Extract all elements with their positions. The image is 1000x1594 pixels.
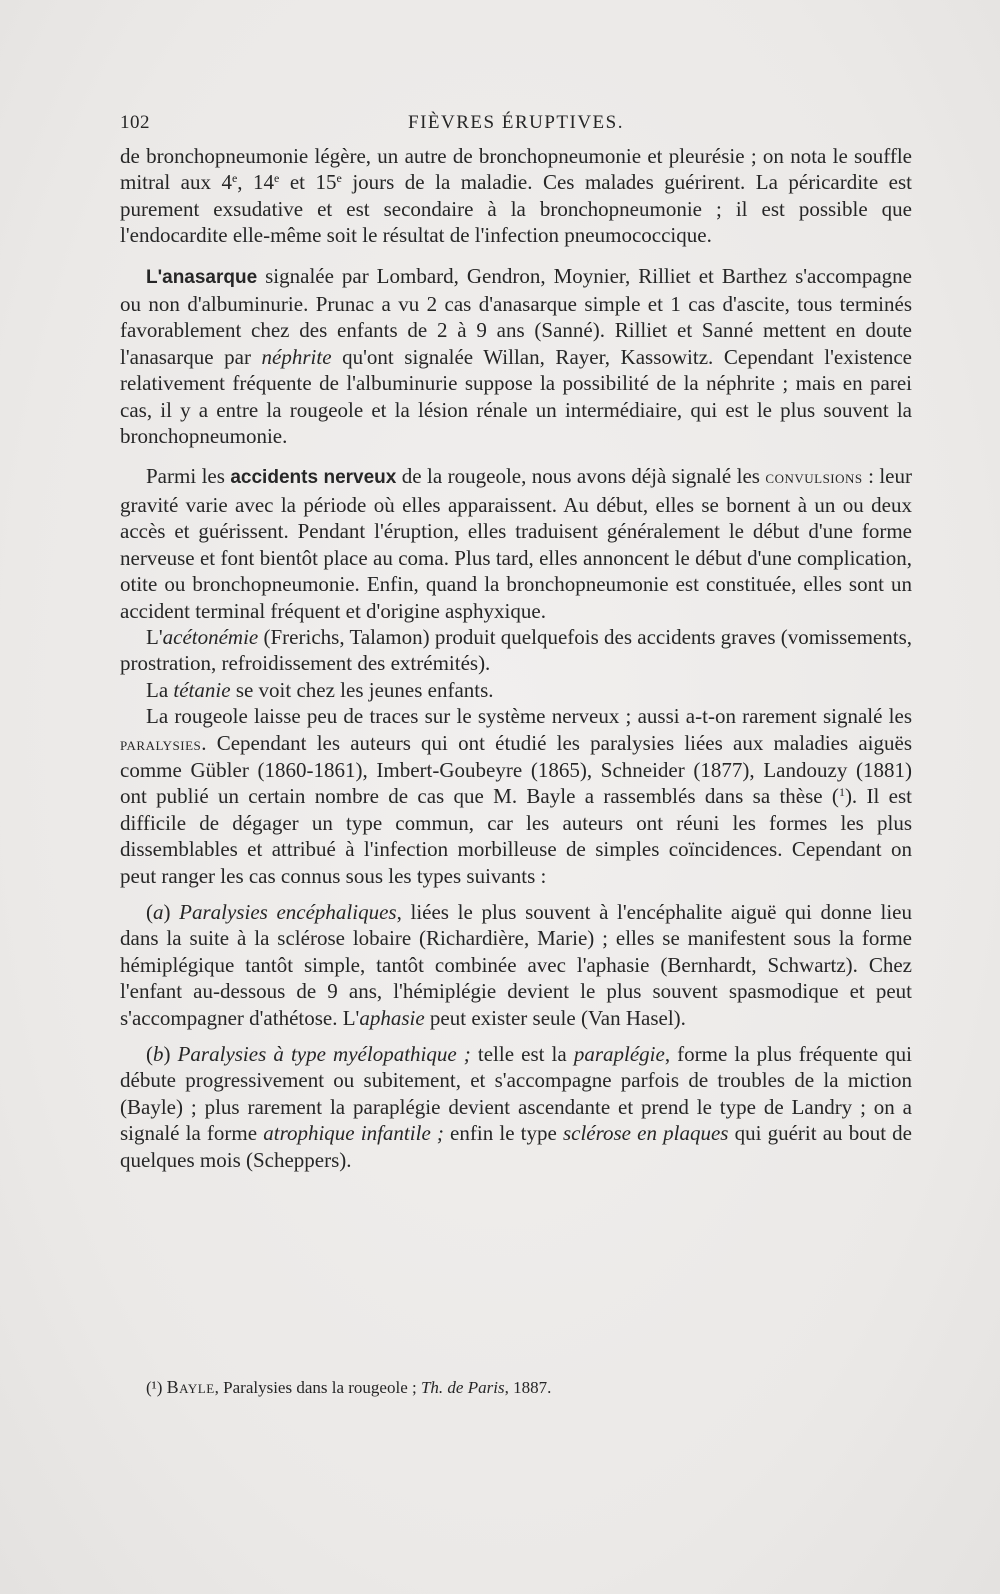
paragraph-pericarditis: de bronchopneumonie légère, un autre de bronchopneumonie et pleurésie ; on nota le souffle mitral aux 4e, 14e et 15e jours de la maladie. Ces malades guérirent. La péricardite est purement exsudative et est secondaire à la bronchopneumonie ; il est possible que l'endocardite elle-même soit le résultat de l'infection pneumococcique. (120, 144, 913, 248)
footnote-author: Bayle (166, 1377, 215, 1397)
running-title: FIÈVRES ÉRUPTIVES. (408, 112, 624, 133)
footnote-reference: 1 (838, 785, 845, 800)
paragraph-tetanie: La tétanie se voit chez les jeunes enfants. (146, 677, 494, 702)
section-heading-anasarque: L'anasarque (146, 266, 258, 288)
section-heading-accidents-nerveux: accidents nerveux (230, 467, 397, 489)
paragraph-paralysies: La rougeole laisse peu de traces sur le système nerveux ; aussi a-t-on rarement signalé les paralysies. Cependant les auteurs qui ont étudié les paralysies liées aux maladies aiguës comme Gübler (1860-1861), Imbert-Goubeyre (1865), Schneider (1877), Landouzy (1881) ont publié un certain nombre de cas que M. Bayle a rassemblés dans sa thèse ($^1$). Il est difficile de dégager un type commun, car les auteurs ont réuni les formes les plus dissemblables et attribué à l'infection morbilleuse de simples coïncidences. Cependant on peut ranger les cas connus sous les types suivants : (120, 704, 912, 888)
footnote-marker: (¹) (146, 1378, 163, 1397)
paragraph-acetonemie: L'acétonémie (Frerichs, Talamon) produit quelquefois des accidents graves (vomissements, prostration, refroidissement des extrémités). (120, 624, 912, 676)
paragraph-paralysies-myelopathiques: (b) Paralysies à type myélopathique ; telle est la paraplégie, forme la plus fréquente qui débute progressivement ou subitement, et s'accompagne parfois de troubles de la miction (Bayle) ; plus rarement la paraplégie devient ascendante et prend le type de Landry ; on a signalé la forme atrophique infantile ; enfin le type sclérose en plaques qui guérit au bout de quelques mois (Scheppers). (120, 1042, 912, 1172)
page-number: 102 (120, 112, 150, 133)
footnote: (¹) Bayle, Paralysies dans la rougeole ; Th. de Paris, 1887. (146, 1377, 552, 1397)
running-header (120, 112, 912, 140)
paragraph-paralysies-encephaliques: (a) Paralysies encéphaliques, liées le plus souvent à l'encéphalite aiguë qui donne lieu dans la suite à la sclérose lobaire (Richardière, Marie) ; elles se manifestent sous la forme hémiplégique tantôt simple, tantôt combinée avec l'aphasie (Bernhardt, Schwartz). Chez l'enfant au-dessous de 9 ans, l'hémiplégie devient le plus souvent spasmodique et peut s'accompagner d'athétose. L'aphasie peut exister seule (Van Hasel). (120, 899, 913, 1030)
paragraph-anasarque: L'anasarque signalée par Lombard, Gendron, Moynier, Rilliet et Barthez s'accompagne ou non d'albuminurie. Prunac a vu 2 cas d'anasarque simple et 1 cas d'ascite, tous terminés favorablement chez des enfants de 2 à 9 ans (Sanné). Rilliet et Sanné mettent en doute l'anasarque par néphrite qu'ont signalée Willan, Rayer, Kassowitz. Cependant l'existence relativement fréquente de l'albuminurie suppose la possibilité de la néphrite ; mais en parei cas, il y a entre la rougeole et la lésion rénale un intermédiaire, qui est le plus souvent la bronchopneumonie. (120, 263, 912, 449)
body-text (120, 143, 912, 1173)
paragraph-accidents-nerveux: Parmi les accidents nerveux de la rougeole, nous avons déjà signalé les convulsions : leur gravité varie avec la période où elles apparaissent. Au début, elles se bornent à un ou deux accès et guérissent. Pendant l'éruption, elles traduisent généralement le début d'une forme nerveuse et font bientôt place au coma. Plus tard, elles annoncent le début d'une complication, otite ou bronchopneumonie. Enfin, quand la bronchopneumonie est constituée, elles sont un accident terminal fréquent et d'origine asphyxique. (120, 464, 912, 623)
